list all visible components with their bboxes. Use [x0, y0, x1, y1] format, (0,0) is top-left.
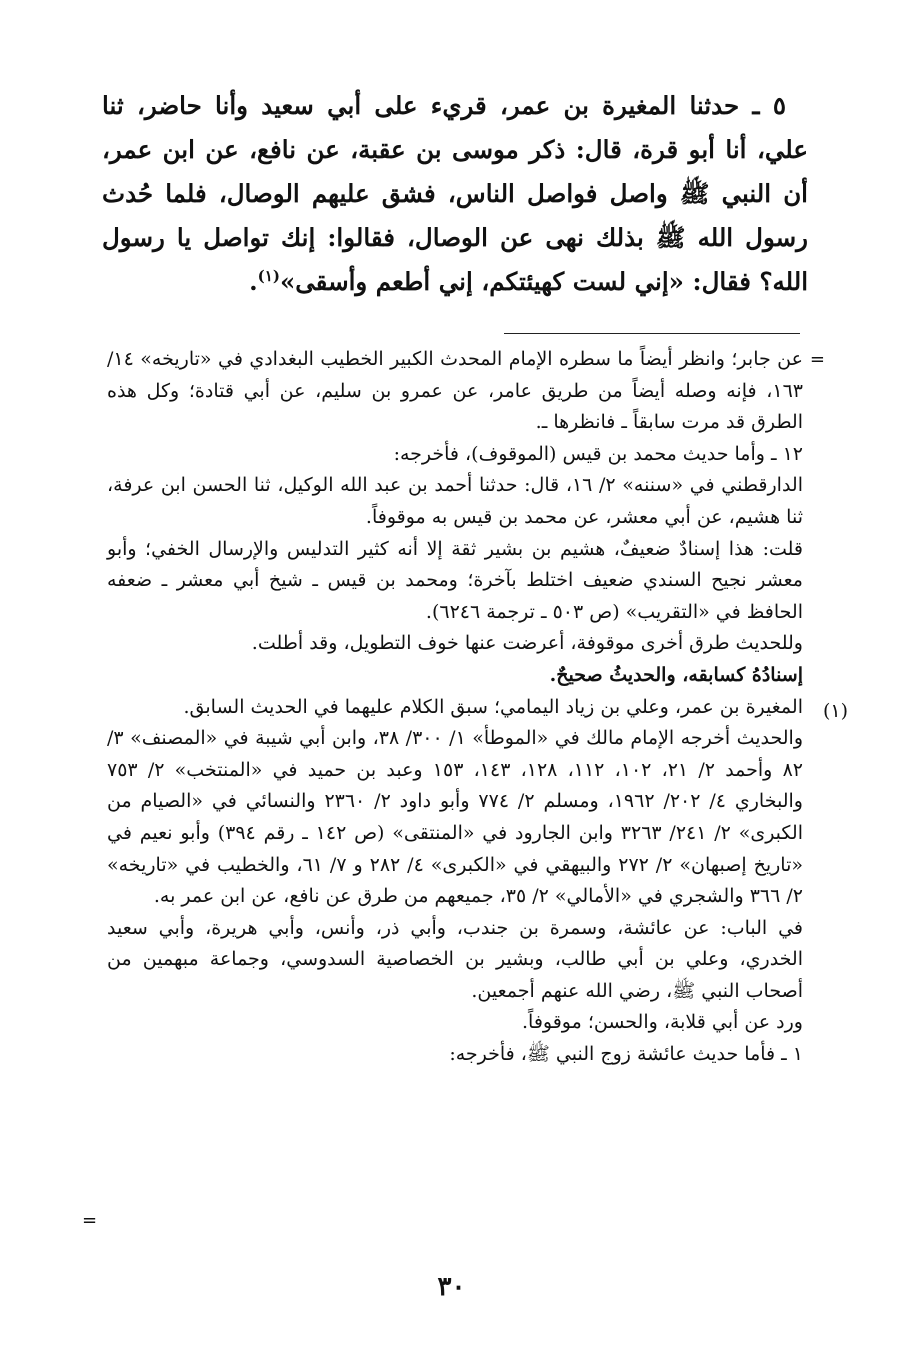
note-paragraph-8: في الباب: عن عائشة، وسمرة بن جندب، وأبي ذر، وأنس، وأبي هريرة، وأبي سعيد الخدري، وعلي بن أبي طالب، وبشير بن الخصاصية السدوسي، وجماعة مبهمين من أصحاب النبي ﷺ، رضي الله عنهم أجمعين.	[107, 916, 803, 1002]
note-paragraph-4: قلت: هذا إسنادٌ ضعيفٌ، هشيم بن بشير ثقة إلا أنه كثير التدليس والإرسال الخفي؛ وأبو معشر نجيح السندي ضعيف اختلط بآخرة؛ ومحمد بن قيس ـ شيخ أبي معشر ـ ضعفه الحافظ في «التقريب» (ص ٥٠٣ ـ ترجمة ٦٢٤٦).	[107, 537, 803, 623]
note-paragraph-10: ١ ـ فأما حديث عائشة زوج النبي ﷺ، فأخرجه:	[449, 1043, 803, 1066]
footnote-separator	[504, 333, 800, 334]
footnotes-block	[107, 344, 803, 1071]
footnote-reference: (١)	[257, 266, 280, 285]
note-paragraph-1: عن جابر؛ وانظر أيضاً ما سطره الإمام المحدث الكبير الخطيب البغدادي في «تاريخه» ١٤/ ١٦٣، فإنه وصله أيضاً من طريق عامر، عن عمرو بن سليم، عن أبي قتادة؛ وكل هذه الطرق قد مرت سابقاً ـ فانظرها ـ.	[107, 348, 803, 434]
note-paragraph-7: والحديث أخرجه الإمام مالك في «الموطأ» ١/ ٣٠٠/ ٣٨، وابن أبي شيبة في «المصنف» ٣/ ٨٢ وأحمد ٢/ ٢١، ١٠٢، ١١٢، ١٢٨، ١٤٣، ١٥٣ وعبد بن حميد في «المنتخب» ٢/ ٧٥٣ والبخاري ٤/ ٢٠٢/ ١٩٦٢، ومسلم ٢/ ٧٧٤ وأبو داود ٢/ ٢٣٦٠ والنسائي في «الصيام من الكبرى» ٢/ ٢٤١/ ٣٢٦٣ وابن الجارود في «المنتقى» (ص ١٤٢ ـ رقم ٣٩٤) وأبو نعيم في «تاريخ إصبهان» ٢/ ٢٧٢ والبيهقي في «الكبرى» ٤/ ٢٨٢ و ٧/ ٦١، والخطيب في «تاريخه» ٢/ ٣٦٦ والشجري في «الأمالي» ٢/ ٣٥، جميعهم من طرق عن نافع، عن ابن عمر به.	[107, 727, 804, 908]
note-paragraph-5: وللحديث طرق أخرى موقوفة، أعرضت عنها خوف التطويل، وقد أطلت.	[251, 632, 803, 655]
continuation-mark-top: =	[809, 349, 825, 370]
note-paragraph-2: ١٢ ـ وأما حديث محمد بن قيس (الموقوف)، فأخرجه:	[393, 442, 803, 465]
hadith-paragraph	[102, 84, 808, 304]
prophet-quote: «إني لست كهيئتكم، إني أطعم وأسقى»	[279, 267, 684, 296]
note-paragraph-3: الدارقطني في «سننه» ٢/ ١٦، قال: حدثنا أحمد بن عبد الله الوكيل، ثنا الحسن ابن عرفة، ثنا هشيم، عن أبي معشر، عن محمد بن قيس به موقوفاً.	[107, 474, 803, 528]
continuation-mark-bottom: =	[82, 1210, 98, 1231]
footnote-heading: إسنادُهُ كسابقه، والحديثُ صحيحٌ.	[549, 663, 803, 686]
note-paragraph-6: المغيرة بن عمر، وعلي بن زياد اليمامي؛ سبق الكلام عليهما في الحديث السابق.	[183, 695, 803, 718]
main-hadith-text	[102, 84, 808, 304]
hadith-end-period: .	[249, 267, 258, 296]
note-paragraph-9: ورد عن أبي قلابة، والحسن؛ موقوفاً.	[521, 1011, 803, 1034]
footnote-label: (١)	[822, 700, 848, 722]
hadith-body: ثنا علي، أنا أبو قرة، قال: ذكر موسى بن عقبة، عن نافع، عن ابن عمر، أن النبي ﷺ واصل فواصل الناس، فشق عليهم الوصال، فلما حُدث رسول الله ﷺ بذلك نهى عن الوصال، فقالوا: إنك تواصل يا رسول الله؟ فقال:	[102, 91, 808, 296]
hadith-line-1: ٥ ـ حدثنا المغيرة بن عمر، قريء على أبي سعيد وأنا حاضر،	[136, 91, 786, 120]
page-number: ٣٠	[437, 1272, 466, 1302]
